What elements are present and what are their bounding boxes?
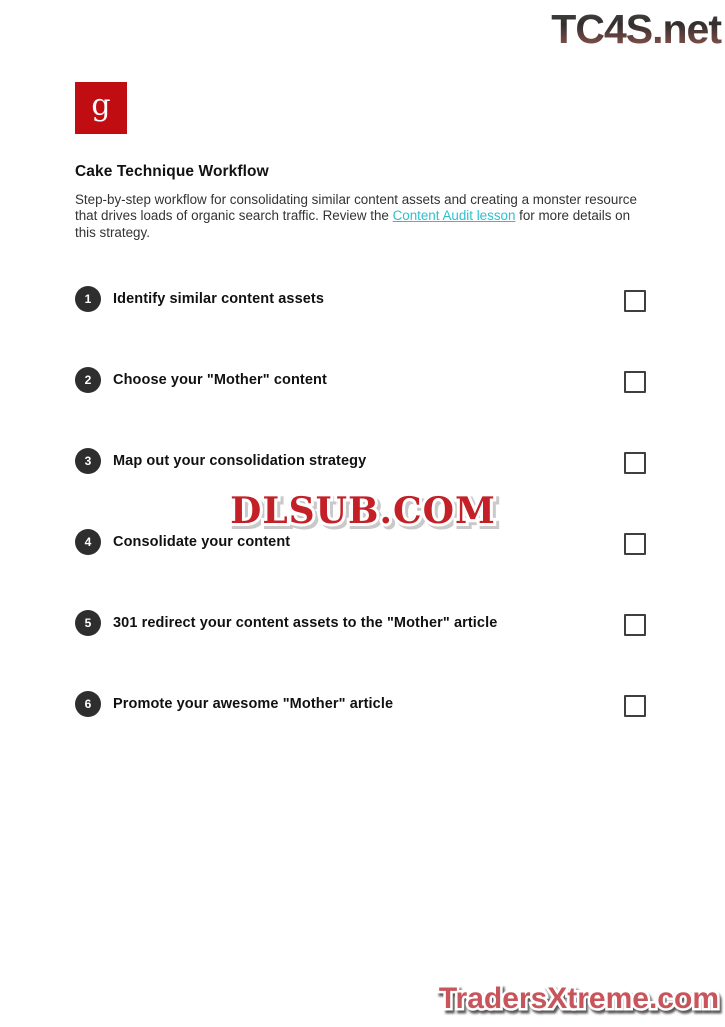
description-text-before: Step-by-step workflow for consolidating similar content assets and creating a monster resource that drives loads of organic search traffic. Review the	[75, 192, 637, 224]
step-checkbox-5[interactable]	[624, 614, 646, 636]
step-number-badge: 3	[75, 448, 101, 474]
tc4s-watermark-text: TC4S.net	[551, 6, 721, 52]
step-checkbox-3[interactable]	[624, 452, 646, 474]
step-label: Choose your "Mother" content	[113, 371, 327, 388]
step-checkbox-1[interactable]	[624, 290, 646, 312]
brand-logo-letter: g	[91, 88, 111, 123]
step-checkbox-2[interactable]	[624, 371, 646, 393]
page-title: Cake Technique Workflow	[75, 163, 269, 180]
step-checkbox-4[interactable]	[624, 533, 646, 555]
step-number-badge: 6	[75, 691, 101, 717]
checklist-row-3	[75, 448, 646, 474]
watermark-dlsub	[203, 483, 523, 544]
step-number-badge: 5	[75, 610, 101, 636]
dlsub-watermark-text: DLSUB.COM	[229, 490, 496, 532]
watermark-tc4s	[513, 2, 725, 59]
brand-logo[interactable]	[75, 82, 127, 134]
checklist-row-1	[75, 286, 646, 312]
tradersxtreme-watermark-graphic	[421, 976, 723, 1022]
step-label: Map out your consolidation strategy	[113, 452, 367, 469]
tc4s-watermark-graphic	[513, 2, 725, 54]
step-number-badge: 4	[75, 529, 101, 555]
step-number-badge: 2	[75, 367, 101, 393]
tradersxtreme-watermark-text: TradersXtreme.com	[438, 982, 719, 1015]
step-label: 301 redirect your content assets to the "Mother" article	[113, 614, 498, 631]
step-number-badge: 1	[75, 286, 101, 312]
checklist-row-2	[75, 367, 646, 393]
watermark-tradersxtreme	[421, 976, 723, 1027]
step-label: Promote your awesome "Mother" article	[113, 695, 394, 712]
content-audit-lesson-link[interactable]: Content Audit lesson	[392, 208, 516, 224]
dlsub-watermark-graphic	[203, 483, 523, 539]
checklist-row-6	[75, 691, 646, 717]
description-text-after: for more details on this strategy.	[75, 208, 631, 240]
step-checkbox-6[interactable]	[624, 695, 646, 717]
step-label: Consolidate your content	[113, 533, 291, 550]
step-label: Identify similar content assets	[113, 290, 324, 307]
page-description	[75, 192, 646, 241]
checklist-row-5	[75, 610, 646, 636]
